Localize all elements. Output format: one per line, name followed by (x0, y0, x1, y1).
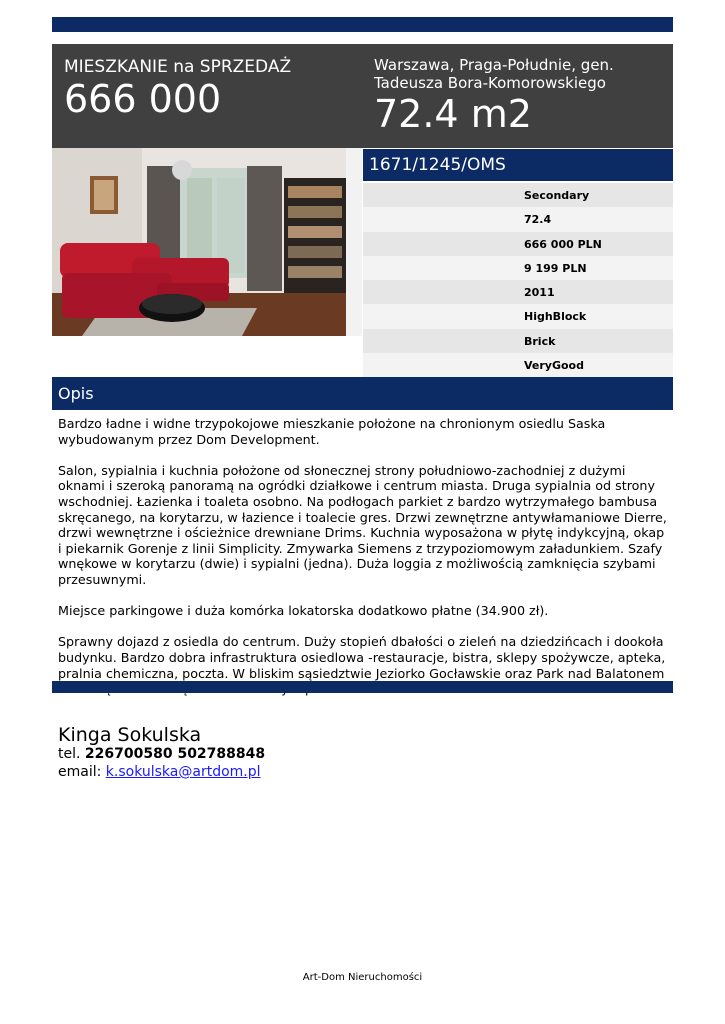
detail-condition-value: VeryGood (524, 359, 584, 373)
offer-reference-bar (363, 149, 673, 181)
detail-building-type-value: HighBlock (524, 310, 587, 324)
listing-location: Warszawa, Praga-Południe, gen. Tadeusza Bora-Komorowskiego (374, 56, 614, 92)
detail-price-per-m2-value: 9 199 PLN (524, 261, 587, 275)
phone-label: tel. (58, 746, 81, 762)
offer-reference: 1671/1245/OMS (369, 155, 506, 175)
listing-area: 72.4 m2 (374, 92, 532, 136)
apartment-photo (52, 148, 362, 336)
agent-email (58, 764, 261, 780)
agent-name: Kinga Sokulska (58, 724, 202, 746)
phone-number: 226700580 502788848 (84, 746, 266, 762)
description-heading: Opis (58, 384, 94, 403)
detail-material-value: Brick (524, 334, 556, 348)
top-accent-bar (52, 17, 673, 32)
description-paragraph: Bardzo ładne i widne trzypokojowe mieszkanie położone na chronionym osiedlu Saska wybudowanym przez Dom Development. (58, 416, 606, 447)
detail-area-value: 72.4 (524, 213, 552, 227)
bottom-accent-bar (52, 681, 673, 693)
detail-row (363, 304, 673, 328)
detail-row (363, 183, 673, 207)
description-body (58, 416, 668, 712)
detail-row (363, 232, 673, 256)
listing-type: MIESZKANIE na SPRZEDAŻ (64, 57, 292, 77)
listing-header (52, 44, 673, 148)
listing-price: 666 000 (64, 77, 222, 121)
description-paragraph: Miejsce parkingowe i duża komórka lokatorska dodatkowo płatne (34.900 zł). (58, 603, 549, 619)
description-paragraph: Salon, sypialnia i kuchnia położone od słonecznej strony południowo-zachodniej z dużymi oknami i szeroką panoramą na ogródki działkowe i centrum miasta. Druga sypialnia od strony wschodniej. Łazienka i toaleta osobno. Na podłogach parkiet z bardzo wytrzymałego bambusa skręcanego, na korytarzu, w łazience i toalecie gres. Drzwi zewnętrzne antywłamaniowe Dierre, drzwi wewnętrzne i ościeżnice drewniane Drims. Kuchnia wyposażona w płytę indykcyjną, okap i piekarnik Gorenje z linii Simplicity. Zmywarka Siemens z trzypoziomowym załadunkiem. Szafy wnękowe w korytarzu (dwie) i sypialni (jedna). Duża loggia z możliwością zamknięcia szybami przesuwnymi. (58, 462, 667, 587)
footer-company: Art-Dom Nieruchomości (302, 972, 423, 983)
detail-row (363, 353, 673, 377)
detail-market-value: Secondary (524, 189, 590, 202)
detail-row (363, 256, 673, 280)
detail-row (363, 280, 673, 304)
detail-year-value: 2011 (524, 286, 555, 300)
description-heading-bar (52, 377, 673, 410)
detail-row (363, 329, 673, 353)
description-paragraph: Sprawny dojazd z osiedla do centrum. Duży stopień dbałości o zieleń na dziedzińcach i dookoła budynku. Bardzo dobra infrastruktura osiedlowa -restauracje, bistra, sklepy spożywcze, apteka, pralnia chemiczna, poczta. W bliskim sąsiedztwie Jeziorko Gocławskie oraz Park nad Balatonem (58, 634, 666, 681)
detail-price-value: 666 000 PLN (524, 237, 602, 251)
detail-row (363, 207, 673, 231)
agent-phone (58, 746, 265, 762)
details-table (363, 183, 673, 377)
email-link[interactable]: k.sokulska@artdom.pl (105, 764, 261, 780)
email-label: email: (58, 764, 102, 780)
